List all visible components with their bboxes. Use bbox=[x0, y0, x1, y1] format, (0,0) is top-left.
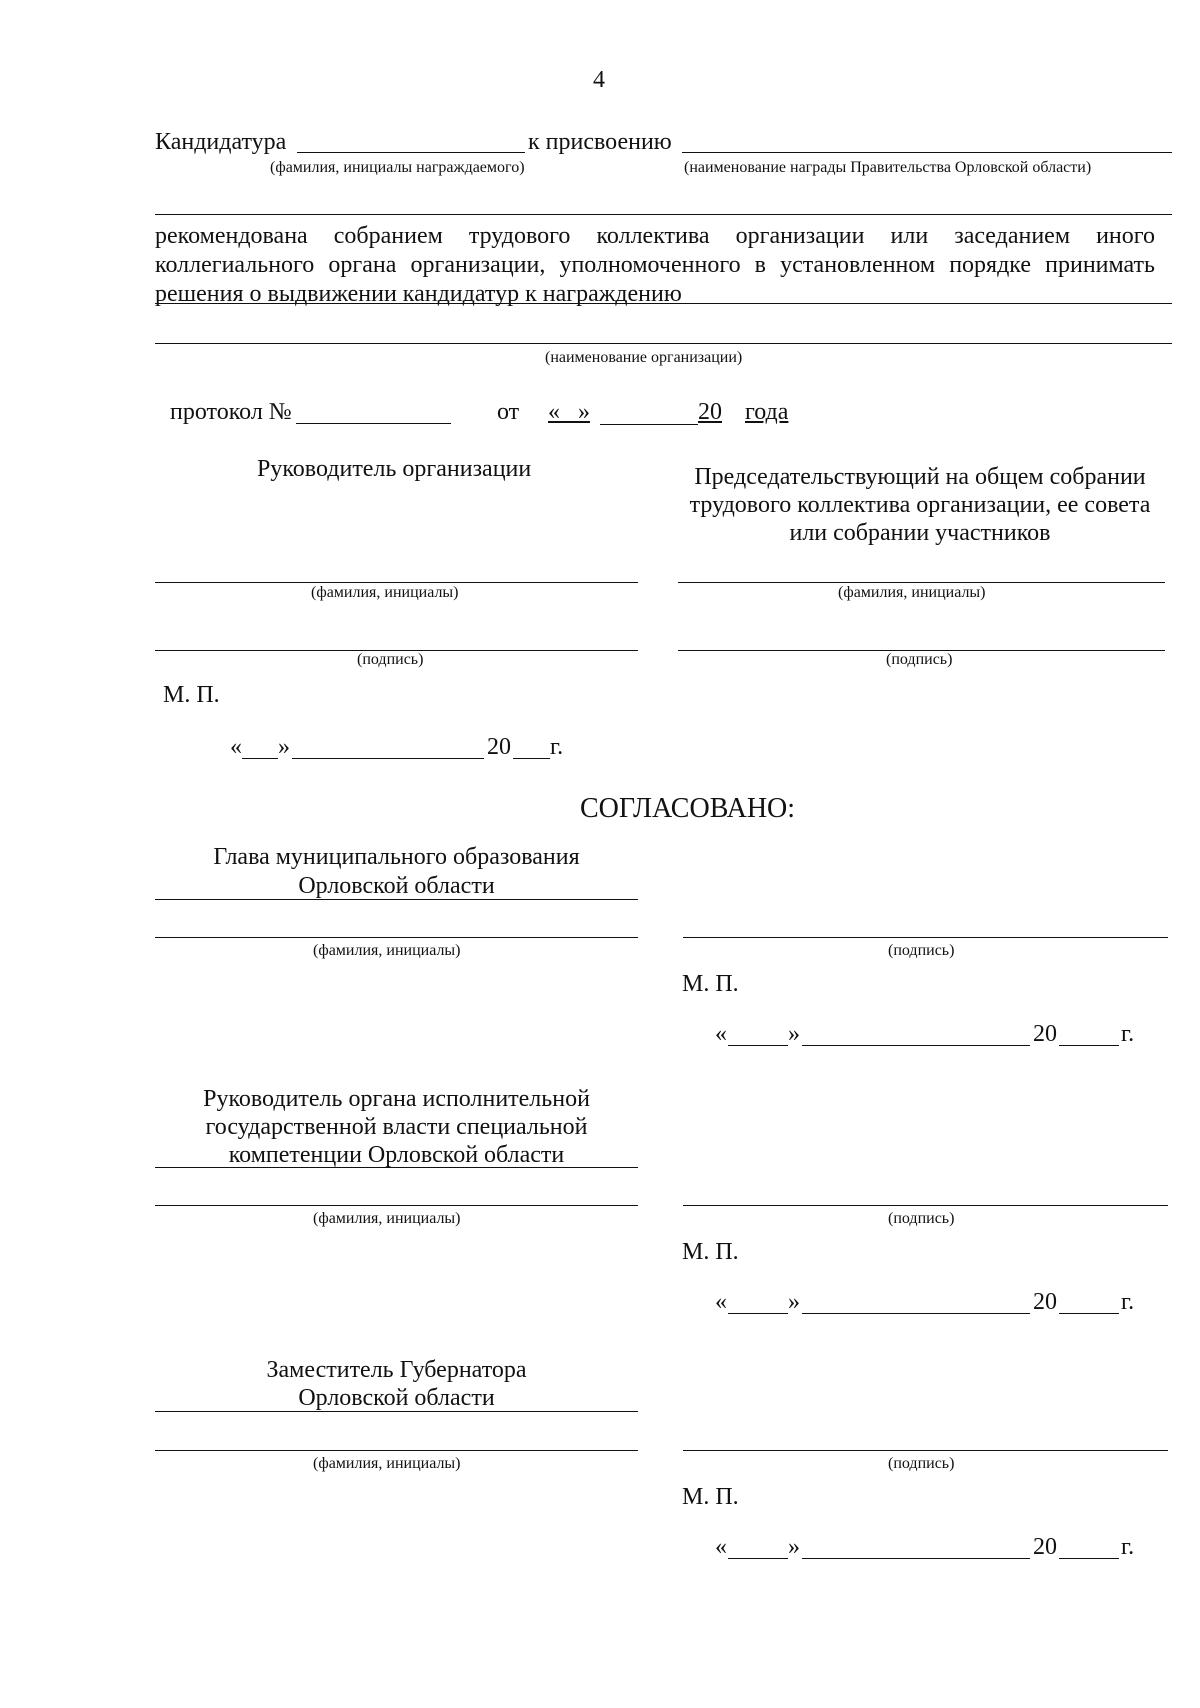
date-open-quote: « bbox=[230, 734, 242, 760]
date-day-line bbox=[242, 758, 278, 759]
approver-sign-caption: (подпись) bbox=[888, 1455, 955, 1472]
approver-name-line bbox=[155, 1450, 638, 1451]
date-month-line bbox=[292, 758, 484, 759]
approver-date-open: « bbox=[715, 1534, 727, 1560]
approver-sign-line bbox=[683, 1205, 1168, 1206]
award-name-line-2 bbox=[155, 214, 1172, 215]
approver-sign-line bbox=[683, 1450, 1168, 1451]
head-sign-caption: (подпись) bbox=[357, 651, 424, 668]
approver-date-day-line bbox=[728, 1045, 788, 1046]
approver-date-year: 20 bbox=[1033, 1021, 1057, 1047]
approver-date-close: » bbox=[788, 1289, 800, 1315]
chairperson-title: Председательствующий на общем собрании трудового коллектива организации, ее совета или собрании участников bbox=[689, 464, 1151, 546]
approver-role-line1: Заместитель Губернатора bbox=[266, 1357, 527, 1383]
protocol-day: « » bbox=[548, 399, 590, 425]
approver-date-month-line bbox=[802, 1558, 1030, 1559]
approved-title: СОГЛАСОВАНО: bbox=[580, 793, 796, 824]
approver-sign-caption: (подпись) bbox=[888, 942, 955, 959]
approver-date-open: « bbox=[715, 1021, 727, 1047]
approver-date-year-line bbox=[1059, 1558, 1119, 1559]
approver-date-day-line bbox=[728, 1558, 788, 1559]
approver-date-year-line bbox=[1059, 1045, 1119, 1046]
protocol-month-line bbox=[600, 424, 698, 425]
recommendation-text: рекомендована собранием трудового коллектива организации или заседанием иного коллегиального органа организации, уполномоченного в установленном порядке принимать решения о выдвижении кандидатур к награждению bbox=[155, 223, 1155, 307]
approver-seal: М. П. bbox=[682, 1484, 739, 1510]
head-name-caption: (фамилия, инициалы) bbox=[311, 584, 459, 601]
approver-role-last: компетенции Орловской области bbox=[228, 1142, 565, 1168]
head-of-organization: Руководитель организации bbox=[257, 456, 532, 482]
approver-role-line1: Глава муниципального образования bbox=[213, 844, 580, 870]
approver-name-caption: (фамилия, инициалы) bbox=[313, 942, 461, 959]
approver-date-g: г. bbox=[1121, 1021, 1135, 1047]
approver-date-g: г. bbox=[1121, 1289, 1135, 1315]
chair-sign-caption: (подпись) bbox=[886, 651, 953, 668]
approver-role-underline bbox=[155, 1167, 638, 1168]
approver-seal: М. П. bbox=[682, 1239, 739, 1265]
approver-date-year-line bbox=[1059, 1313, 1119, 1314]
approver-date-close: » bbox=[788, 1021, 800, 1047]
protocol-label: протокол № bbox=[170, 399, 292, 425]
approver-sign-caption: (подпись) bbox=[888, 1210, 955, 1227]
approver-name-line bbox=[155, 937, 638, 938]
page-number: 4 bbox=[593, 67, 605, 93]
to-award-label: к присвоению bbox=[528, 129, 672, 155]
date-year-line bbox=[513, 758, 550, 759]
approver-date-month-line bbox=[802, 1313, 1030, 1314]
approver-role-line1: Руководитель органа исполнительной bbox=[203, 1086, 590, 1112]
head-name-line bbox=[155, 582, 638, 583]
date-year: 20 bbox=[487, 734, 511, 760]
date-close-quote: » bbox=[278, 734, 290, 760]
approver-name-caption: (фамилия, инициалы) bbox=[313, 1455, 461, 1472]
recommendation-underline bbox=[155, 303, 1172, 304]
approver-date-year: 20 bbox=[1033, 1534, 1057, 1560]
caption-organization: (наименование организации) bbox=[545, 349, 743, 366]
approver-date-close: » bbox=[788, 1534, 800, 1560]
approver-role-underline bbox=[155, 1411, 638, 1412]
approver-date-open: « bbox=[715, 1289, 727, 1315]
protocol-number-line bbox=[296, 423, 451, 424]
approver-role-last: Орловской области bbox=[298, 1385, 495, 1411]
approver-role-last: Орловской области bbox=[298, 873, 495, 899]
approver-date-year: 20 bbox=[1033, 1289, 1057, 1315]
approver-seal: М. П. bbox=[682, 971, 739, 997]
caption-candidate-name: (фамилия, инициалы награждаемого) bbox=[270, 159, 525, 176]
protocol-year: 20 bbox=[698, 399, 722, 425]
seal-mark: М. П. bbox=[163, 682, 220, 708]
organization-name-line bbox=[155, 343, 1172, 344]
chair-name-caption: (фамилия, инициалы) bbox=[838, 584, 986, 601]
approver-sign-line bbox=[683, 937, 1168, 938]
protocol-year-word: года bbox=[745, 399, 789, 425]
approver-date-g: г. bbox=[1121, 1534, 1135, 1560]
approver-date-month-line bbox=[802, 1045, 1030, 1046]
protocol-from: от bbox=[497, 399, 520, 425]
candidate-label: Кандидатура bbox=[155, 129, 287, 155]
award-name-line bbox=[682, 152, 1172, 153]
approver-date-day-line bbox=[728, 1313, 788, 1314]
candidate-name-line bbox=[297, 152, 525, 153]
approver-role-underline bbox=[155, 899, 638, 900]
approver-role-line2: государственной власти специальной bbox=[205, 1114, 588, 1140]
approver-name-line bbox=[155, 1205, 638, 1206]
chair-name-line bbox=[678, 582, 1165, 583]
approver-name-caption: (фамилия, инициалы) bbox=[313, 1210, 461, 1227]
caption-award-name: (наименование награды Правительства Орловской области) bbox=[684, 159, 1092, 176]
date-g: г. bbox=[550, 734, 564, 760]
